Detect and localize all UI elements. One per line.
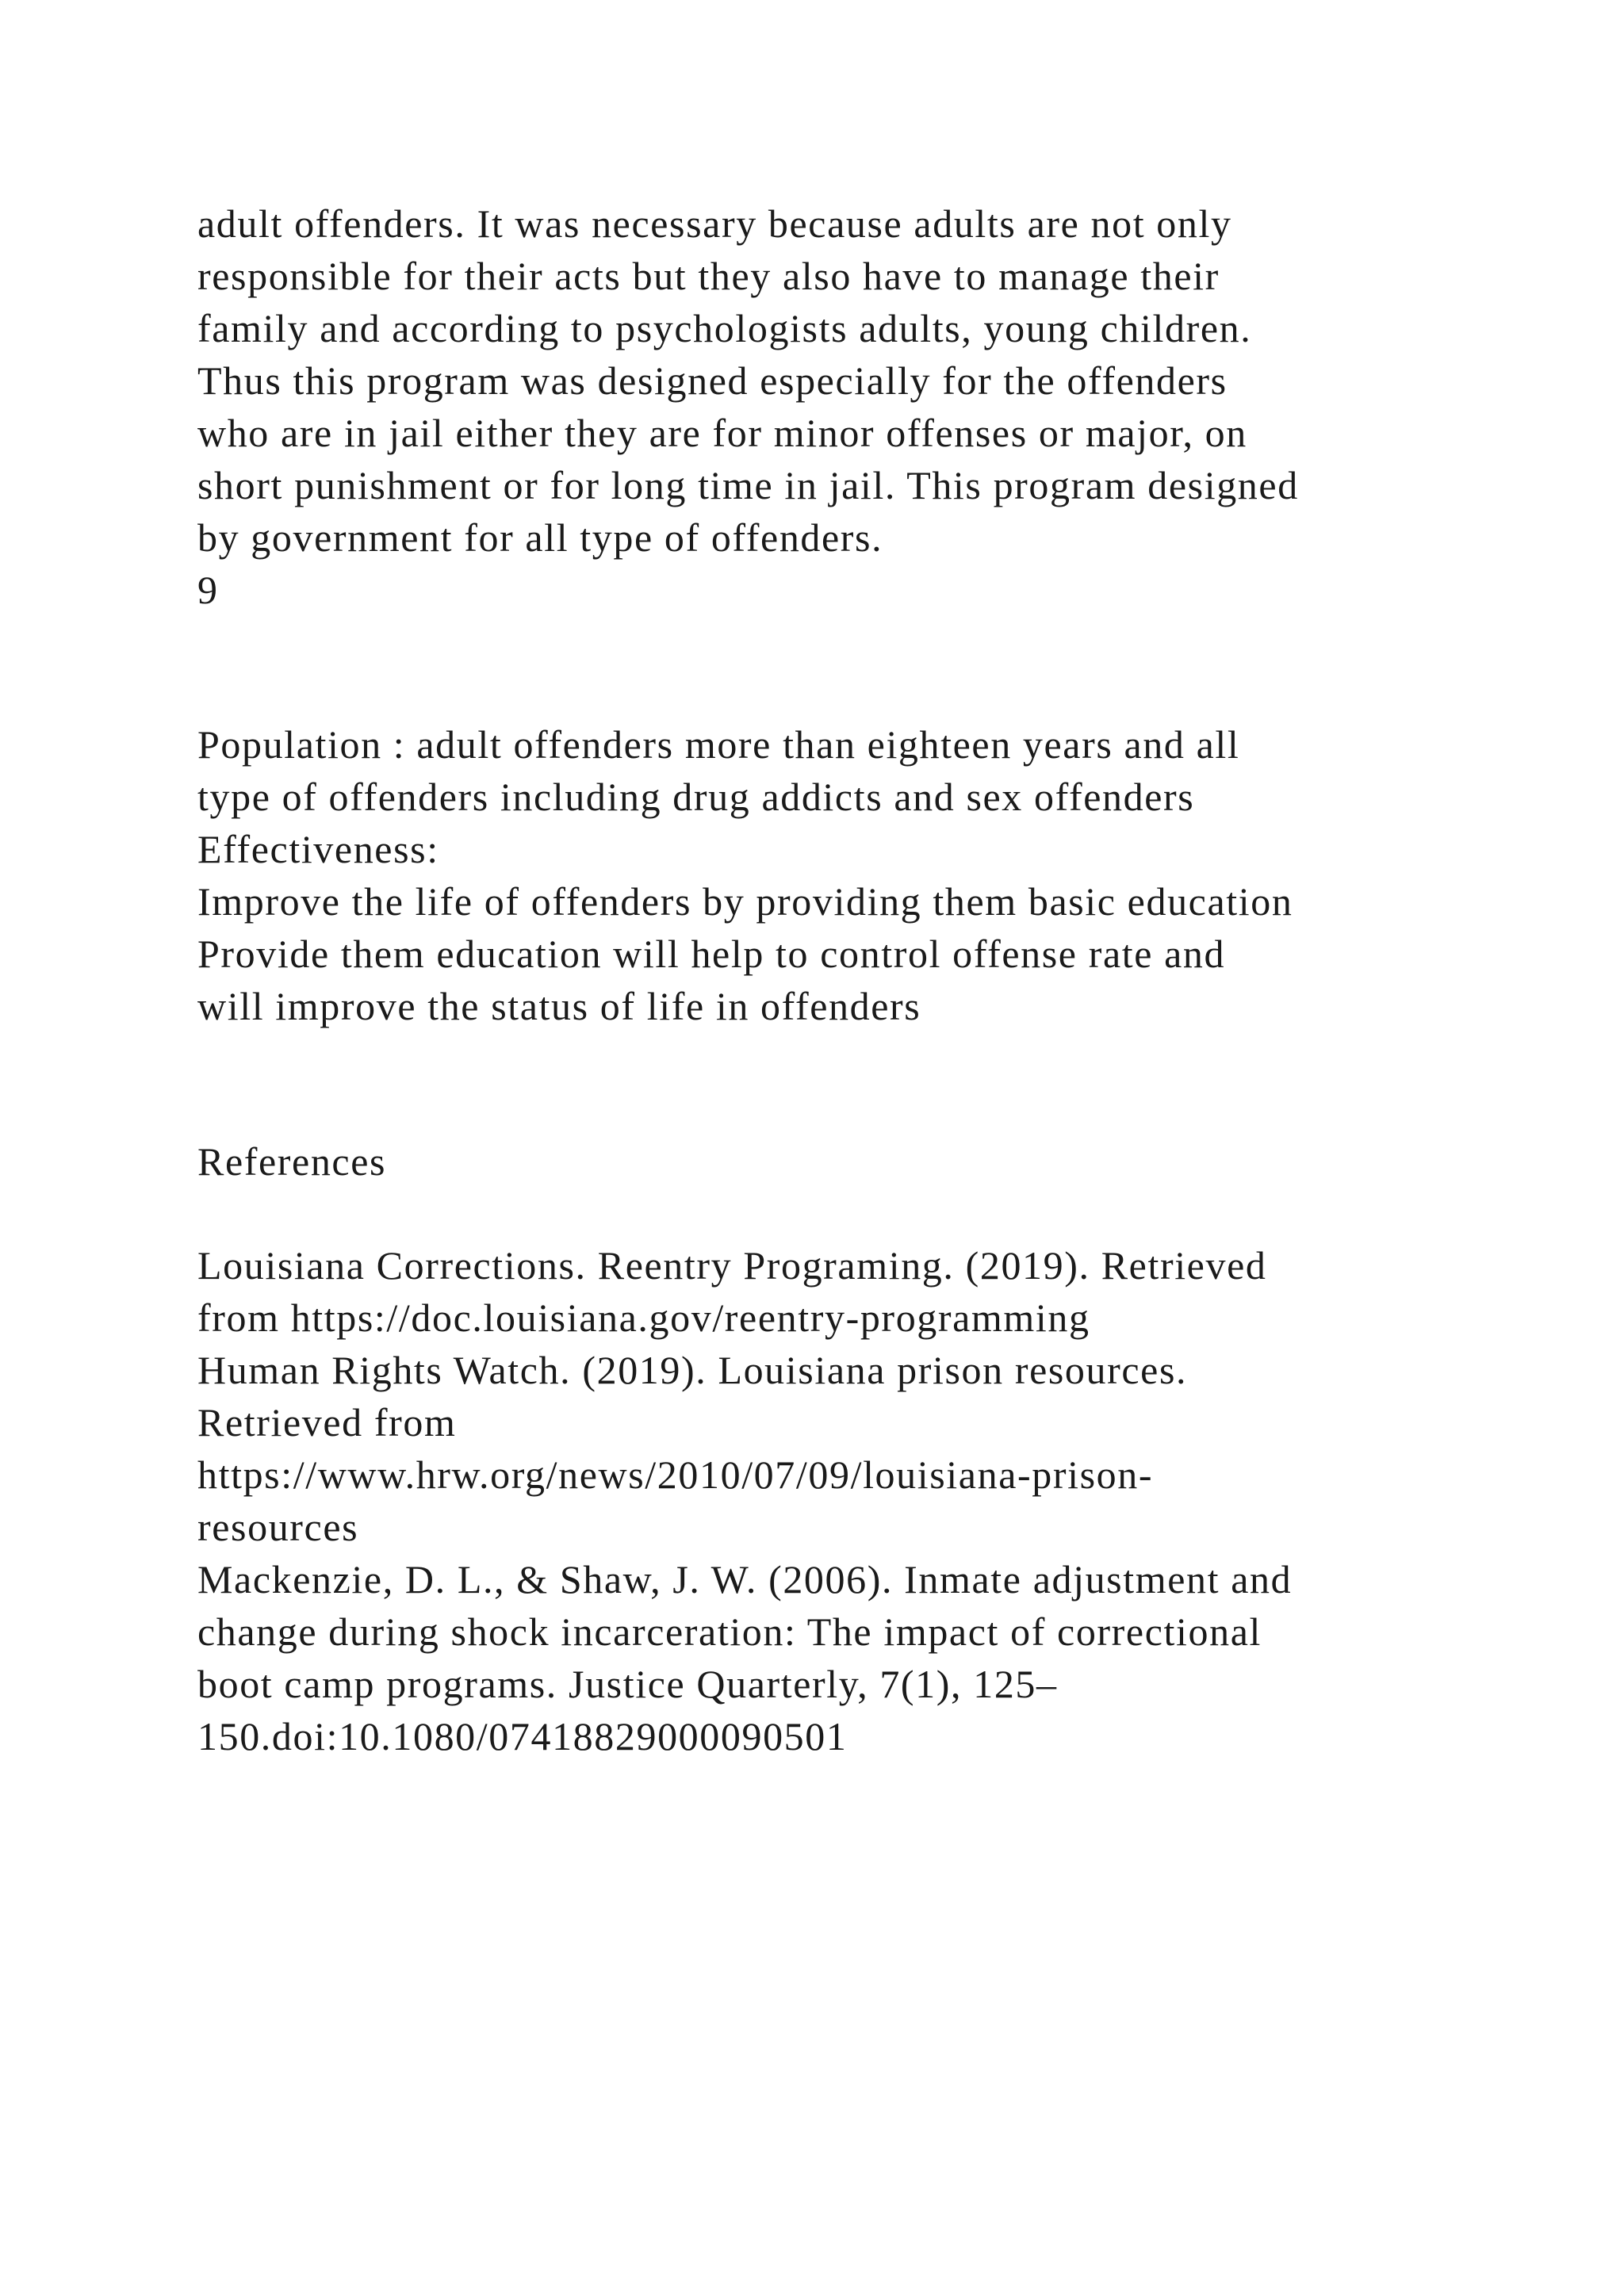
body-text-line: Provide them education will help to control offense rate and <box>197 932 1226 976</box>
reference-line: 150.doi:10.1080/07418829000090501 <box>197 1714 848 1758</box>
body-text-line: short punishment or for long time in jail. This program designed <box>197 463 1299 507</box>
body-text-line: by government for all type of offenders. <box>197 515 883 560</box>
body-text-line: who are in jail either they are for minor offenses or major, on <box>197 411 1247 455</box>
reference-line: boot camp programs. Justice Quarterly, 7(1), 125– <box>197 1662 1058 1706</box>
body-text-line: Thus this program was designed especially for the offenders <box>197 358 1228 403</box>
reference-line: Mackenzie, D. L., & Shaw, J. W. (2006). Inmate adjustment and <box>197 1557 1293 1601</box>
reference-line: https://www.hrw.org/news/2010/07/09/louisiana-prison- <box>197 1452 1154 1497</box>
body-text-line: family and according to psychologists adults, young children. <box>197 306 1252 350</box>
page-number: 9 <box>197 568 219 612</box>
body-text-line: type of offenders including drug addicts and sex offenders <box>197 775 1195 819</box>
reference-line: resources <box>197 1505 359 1549</box>
reference-line: Louisiana Corrections. Reentry Programing. (2019). Retrieved <box>197 1243 1267 1288</box>
body-text-line: Improve the life of offenders by providing them basic education <box>197 879 1293 924</box>
reference-line: change during shock incarceration: The impact of correctional <box>197 1609 1262 1654</box>
reference-line: Retrieved from <box>197 1400 457 1445</box>
reference-line: from https://doc.louisiana.gov/reentry-programming <box>197 1295 1090 1340</box>
body-text-line: will improve the status of life in offenders <box>197 984 921 1028</box>
section-label-effectiveness: Effectiveness: <box>197 827 439 871</box>
reference-line: Human Rights Watch. (2019). Louisiana prison resources. <box>197 1348 1188 1392</box>
body-text-line: Population : adult offenders more than eighteen years and all <box>197 722 1240 767</box>
body-text-line: adult offenders. It was necessary because adults are not only <box>197 201 1232 246</box>
body-text-line: responsible for their acts but they also have to manage their <box>197 254 1220 298</box>
references-heading: References <box>197 1139 387 1184</box>
